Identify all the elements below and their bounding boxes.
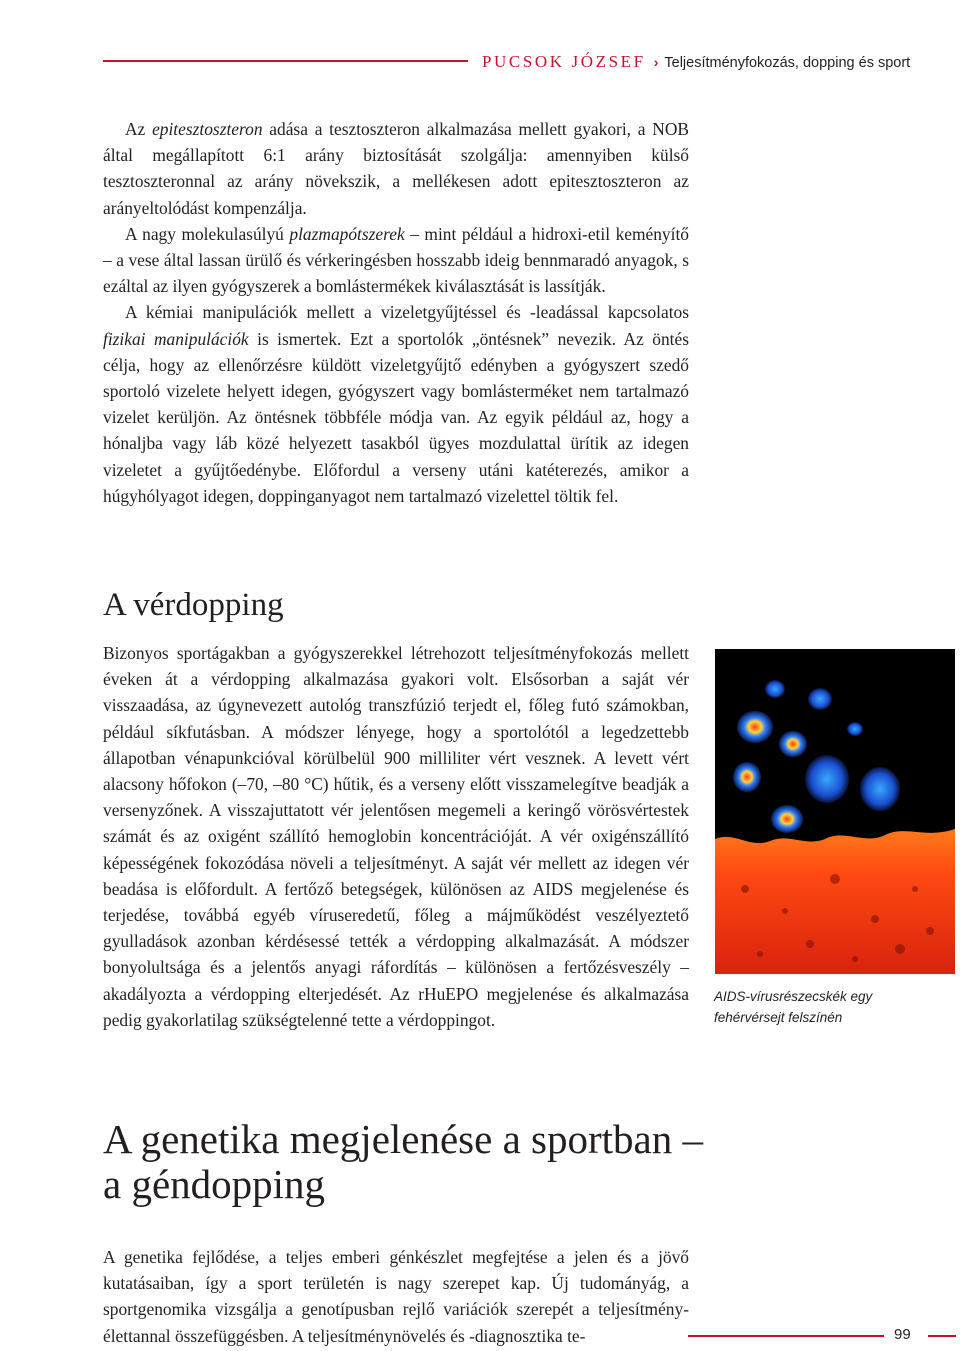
header-author: PUCSOK JÓZSEF: [482, 52, 646, 71]
footer-rule-right: [928, 1335, 956, 1337]
page-number: 99: [894, 1326, 911, 1343]
running-header: [482, 51, 910, 74]
paragraph-plasma-expanders: A nagy molekulasúlyú plazmapótszerek – mint például a hidroxi-etil keményítő – a vese által lassan ürülő és vérkeringésben hosszabb ideig bennmaradó anyagok, s ezáltal az ilyen gyógyszerek a bomlástermékek kiválasztását is lassítják.: [103, 223, 689, 297]
paragraph-verdopping: Bizonyos sportágakban a gyógyszerekkel létrehozott teljesítményfokozás mellett éveken át a vérdopping alkalmazása gyakori volt. Elsősorban a saját vér visszaadása, az úgynevezett autológ transzfúzió terjedt el, főleg futó számokban, például síkfutásban. A módszer lényege, hogy a sportolótól a legedzettebb állapotban vénapunkcióval körülbelül 900 milliliter vért vesznek. A levett vért alacsony hőfokon (–70, –80 °C) hűtik, és a verseny előtt visszamelegítve beadják a versenyzőnek. A visszajuttatott vér jelentősen megemeli a keringő vörösvértestek számát és az oxigént szállító hemoglobin koncentrációját. A vér oxigénszállító képességének fokozódása növeli a teljesítményt. A saját vér mellett az idegen vér beadása is előfordult. A fertőző betegségek, különösen az AIDS megjelenése és terjedése, továbbá egyéb víruseredetű, főleg a májműködést veszélyeztető gyulladások azonban kérdésessé tették a vérdopping alkalmazását. A módszer bonyolultsága és a jelentős anyagi ráfordítás – különösen a fertőzésveszély – akadályozta a vérdopping elterjedését. Az rHuEPO megjelenése és alkalmazása pedig gyakorlatilag szükségtelenné tette a vérdoppingot.: [103, 643, 689, 1030]
intro-text: [103, 116, 689, 509]
verdopping-text: [103, 640, 689, 1033]
footer-rule-left: [688, 1335, 884, 1337]
aids-virus-photo: [715, 649, 955, 974]
chevron-right-icon: ›: [653, 54, 659, 70]
heading-gendopping-line1: A genetika megjelenése a sportban –: [103, 1116, 703, 1162]
paragraph-genetics: A genetika fejlődése, a teljes emberi génkészlet megfejtése a jelen és a jövő kutatásaiban, így a sport területén is nagy szerepet kap. Új tudományág, a sportgenomika vizsgálja a genotípusban rejlő variációk szerepét a teljesítmény-élettannal összefüggésben. A teljesítménynövelés és -diagnosztika te-: [103, 1247, 689, 1346]
paragraph-epitestosterone: Az epitesztoszteron adása a tesztoszteron alkalmazása mellett gyakori, a NOB által megállapított 6:1 arány biztosítását szolgálja: amennyiben külső tesztoszteronnal az arány növekszik, a mellékesen adott epitesztoszteron az arányeltolódást kompenzálja.: [103, 119, 689, 218]
header-rule: [103, 60, 468, 62]
figure-caption: AIDS-vírusrészecskék egy fehérvérsejt felszínén: [714, 989, 873, 1025]
paragraph-physical-manipulation: A kémiai manipulációk mellett a vizeletgyűjtéssel és -leadással kapcsolatos fizikai manipulációk is ismertek. Ezt a sportolók „öntésnek” nevezik. Az öntés célja, hogy az ellenőrzésre küldött vizeletgyűjtő edényben a gyógyszert szedő sportoló vizelete helyett idegen, gyógyszert vagy bomlásterméket nem tartalmazó vizelet kerüljön. Az öntésnek többféle módja van. Az egyik például az, hogy a hónaljba vagy láb közé helyezett tasakból ügyes mozdulattal ürítik az idegen vizeletet a gyűjtőedénybe. Előfordul a verseny utáni katéterezés, amikor a húgyhólyagot idegen, doppinganyagot nem tartalmazó vizelettel töltik fel.: [103, 302, 689, 506]
header-topic: Teljesítményfokozás, dopping és sport: [664, 55, 911, 71]
gendopping-text: [103, 1244, 689, 1349]
micrograph-image: [715, 649, 955, 974]
heading-verdopping: A vérdopping: [103, 587, 284, 623]
heading-gendopping-line2: a géndopping: [103, 1161, 326, 1207]
